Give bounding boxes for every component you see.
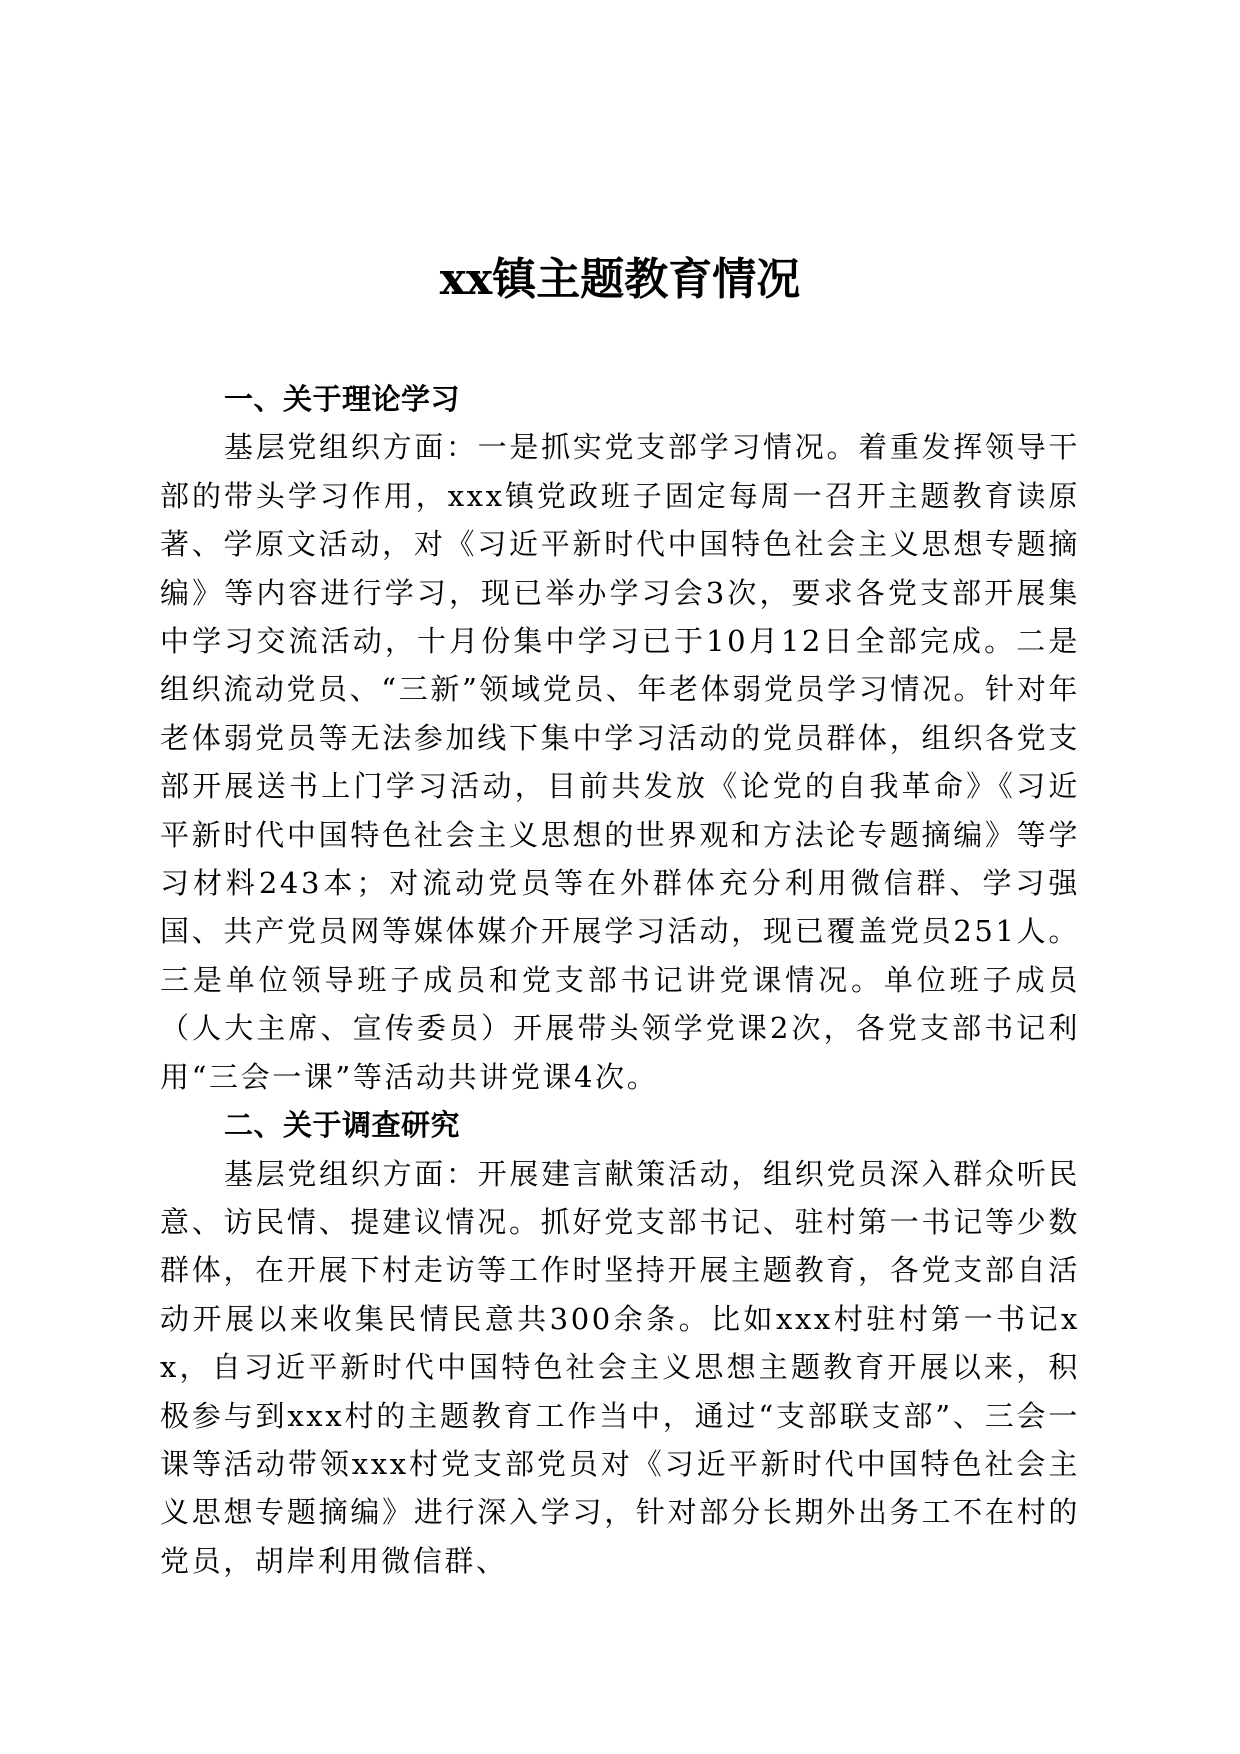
- document-body: [160, 375, 1080, 1585]
- section-heading-research: 二、关于调查研究: [224, 1108, 461, 1143]
- section-heading-theory-study: 一、关于理论学习: [224, 382, 461, 416]
- section-paragraph-theory-study: 基层党组织方面：一是抓实党支部学习情况。着重发挥领导干部的带头学习作用，xxx镇党政班子固定每周一召开主题教育读原著、学原文活动，对《习近平新时代中国特色社会主义思想专题摘编》等内容进行学习，现已举办学习会3次，要求各党支部开展集中学习交流活动，十月份集中学习已于10月12日全部完成。二是组织流动党员、“三新”领域党员、年老体弱党员学习情况。针对年老体弱党员等无法参加线下集中学习活动的党员群体，组织各党支部开展送书上门学习活动，目前共发放《论党的自我革命》《习近平新时代中国特色社会主义思想的世界观和方法论专题摘编》等学习材料243本；对流动党员等在外群体充分利用微信群、学习强国、共产党员网等媒体媒介开展学习活动，现已覆盖党员251人。三是单位领导班子成员和党支部书记讲党课情况。单位班子成员（人大主席、宣传委员）开展带头领学党课2次，各党支部书记利用“三会一课”等活动共讲党课4次。: [160, 430, 1080, 1094]
- section-paragraph-research: 基层党组织方面：开展建言献策活动，组织党员深入群众听民意、访民情、提建议情况。抓好党支部书记、驻村第一书记等少数群体，在开展下村走访等工作时坚持开展主题教育，各党支部自活动开展以来收集民情民意共300余条。比如xxx村驻村第一书记xx，自习近平新时代中国特色社会主义思想主题教育开展以来，积极参与到xxx村的主题教育工作当中，通过“支部联支部”、三会一课等活动带领xxx村党支部党员对《习近平新时代中国特色社会主义思想专题摘编》进行深入学习，针对部分长期外出务工不在村的党员，胡岸利用微信群、: [160, 1156, 1080, 1578]
- document-title: xx镇主题教育情况: [439, 254, 801, 305]
